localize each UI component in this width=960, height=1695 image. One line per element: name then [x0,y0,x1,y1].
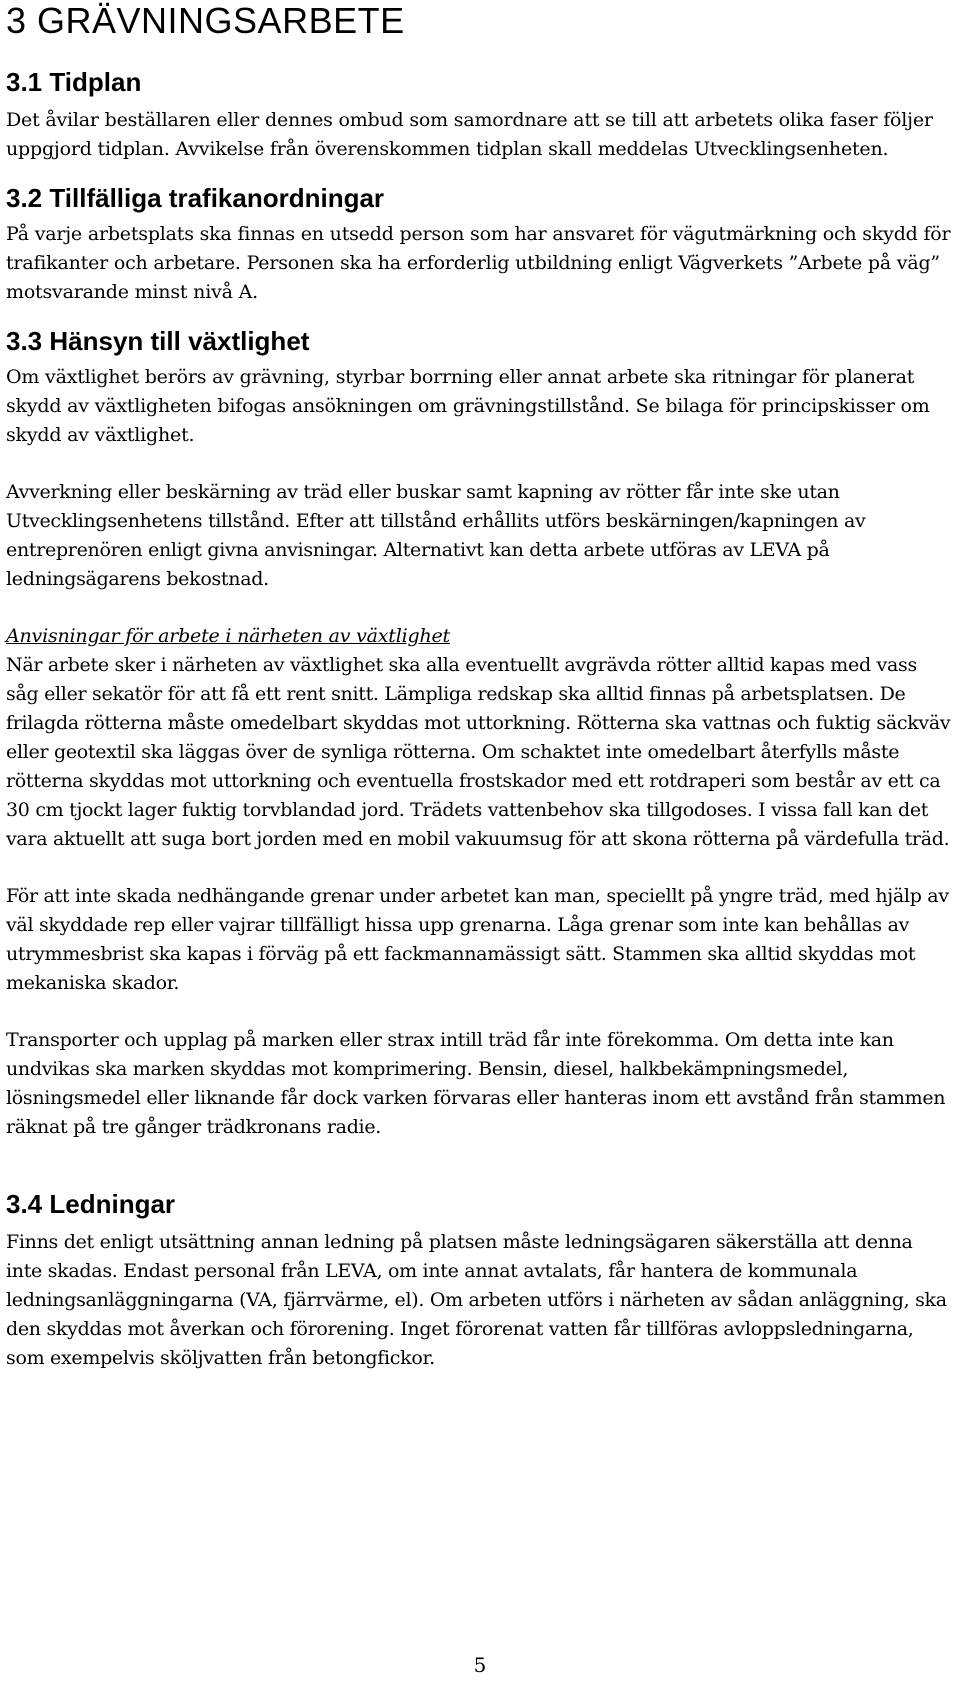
section-3-3-paragraph-1: Om växtlighet berörs av grävning, styrbar borrning eller annat arbete ska ritningar för planerat skydd av växtligheten bifogas ansökningen om grävningstillstånd. Se bilaga för principskisser om skydd av växtlighet. [6,366,930,446]
page-number: 5 [473,1653,487,1677]
section-3-3-paragraph-5: Transporter och upplag på marken eller strax intill träd får inte förekomma. Om detta inte kan undvikas ska marken skyddas mot komprimering. Bensin, diesel, halkbekämpningsmedel, lösningsmedel eller liknande får dock varken förvaras eller hanteras inom ett avstånd från stammen räknat på tre gånger trädkronans radie. [6,1029,946,1138]
section-3-2-paragraph: På varje arbetsplats ska finnas en utsedd person som har ansvaret för vägutmärkning och skydd för trafikanter och arbetare. Personen ska ha erforderlig utbildning enligt Vägverkets ”Arbete på väg” motsvarande minst nivå A. [6,223,951,303]
document-page [6,0,954,1373]
section-3-heading: 3 GRÄVNINGSARBETE [6,0,405,41]
section-3-3-heading: 3.3 Hänsyn till växtlighet [6,326,310,356]
vegetation-guidelines-subheading: Anvisningar för arbete i närheten av växtlighet [6,625,450,647]
section-3-3-paragraph-2: Avverkning eller beskärning av träd eller buskar samt kapning av rötter får inte ske utan Utvecklingsenhetens tillstånd. Efter att tillstånd erhållits utförs beskärningen/kapningen av entreprenören enligt givna anvisningar. Alternativt kan detta arbete utföras av LEVA på ledningsägarens bekostnad. [6,481,866,590]
section-3-4-paragraph: Finns det enligt utsättning annan ledning på platsen måste ledningsägaren säkerställa att denna inte skadas. Endast personal från LEVA, om inte annat avtalats, får hantera de kommunala ledningsanläggningarna (VA, fjärrvärme, el). Om arbeten utförs i närheten av sådan anläggning, ska den skyddas mot åverkan och förorening. Inget förorenat vatten får tillföras avloppsledningarna, som exempelvis sköljvatten från betongfickor. [6,1231,947,1369]
section-3-1-paragraph: Det åvilar beställaren eller dennes ombud som samordnare att se till att arbetets olika faser följer uppgjord tidplan. Avvikelse från överenskommen tidplan skall meddelas Utvecklingsenheten. [6,109,933,160]
section-3-2-heading: 3.2 Tillfälliga trafikanordningar [6,183,385,213]
section-3-1-heading: 3.1 Tidplan [6,67,142,97]
section-3-3-paragraph-3: När arbete sker i närheten av växtlighet ska alla eventuellt avgrävda rötter alltid kapas med vass såg eller sekatör för att få ett rent snitt. Lämpliga redskap ska alltid finnas på arbetsplatsen. De frilagda rötterna måste omedelbart skyddas mot uttorkning. Rötterna ska vattnas och fuktig säckväv eller geotextil ska läggas över de synliga rötterna. Om schaktet inte omedelbart återfylls måste rötterna skyddas mot uttorkning och eventuella frostskador med ett rotdraperi som består av ett ca 30 cm tjockt lager fuktig torvblandad jord. Trädets vattenbehov ska tillgodoses. I vissa fall kan det vara aktuellt att suga bort jorden med en mobil vakuumsug för att skona rötterna på värdefulla träd. [6,654,951,850]
section-3-4-heading: 3.4 Ledningar [6,1189,176,1219]
section-3-3-paragraph-4: För att inte skada nedhängande grenar under arbetet kan man, speciellt på yngre träd, med hjälp av väl skyddade rep eller vajrar tillfälligt hissa upp grenarna. Låga grenar som inte kan behållas av utrymmesbrist ska kapas i förväg på ett fackmannamässigt sätt. Stammen ska alltid skyddas mot mekaniska skador. [6,885,949,994]
